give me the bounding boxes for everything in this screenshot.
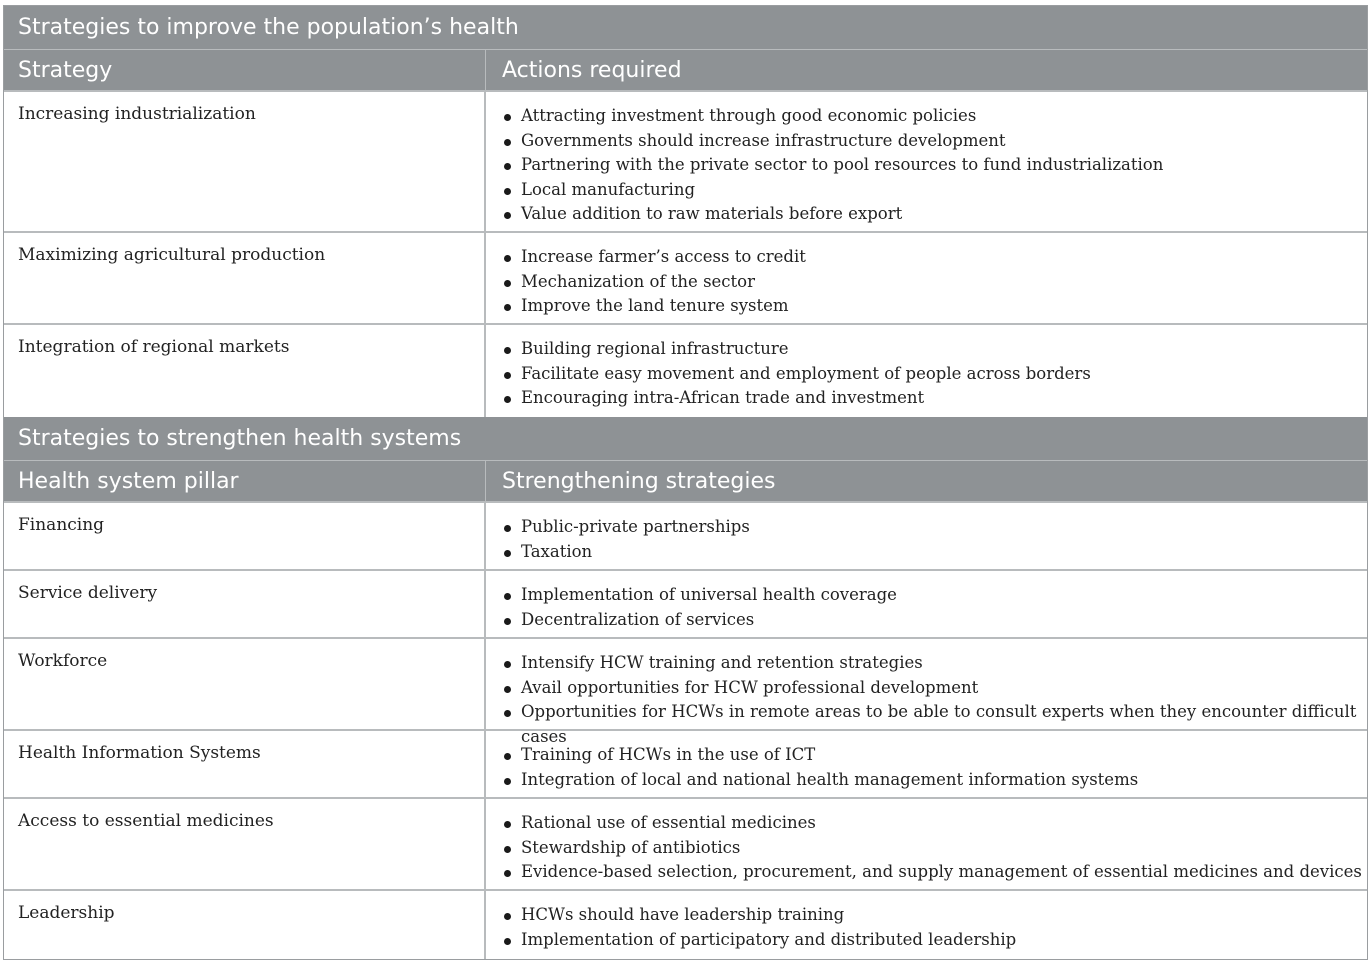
list-item: Governments should increase infrastructure development xyxy=(500,129,1367,154)
list-item: Intensify HCW training and retention strategies xyxy=(500,651,1367,676)
column-header-actions: Actions required xyxy=(502,57,682,83)
bullet-list xyxy=(500,337,1367,411)
table-row xyxy=(4,92,1367,233)
table-row xyxy=(4,891,1367,959)
list-item: Rational use of essential medicines xyxy=(500,811,1367,836)
section2-body xyxy=(4,503,1367,959)
row-label: Increasing industrialization xyxy=(4,92,486,231)
column-header-pillar: Health system pillar xyxy=(4,461,486,501)
row-label: Health Information Systems xyxy=(4,731,486,797)
bullet-list xyxy=(500,583,1367,632)
list-item: Integration of local and national health management information systems xyxy=(500,768,1367,793)
table-row xyxy=(4,325,1367,417)
list-item: Stewardship of antibiotics xyxy=(500,836,1367,861)
row-actions xyxy=(486,233,1367,323)
table-row xyxy=(4,799,1367,891)
table-row xyxy=(4,503,1367,571)
row-label: Service delivery xyxy=(4,571,486,637)
column-header-strategy: Strategy xyxy=(4,50,486,90)
row-actions xyxy=(486,799,1367,889)
list-item: Implementation of participatory and distributed leadership xyxy=(500,928,1367,953)
bullet-list xyxy=(500,811,1367,885)
row-actions xyxy=(486,325,1367,417)
row-actions xyxy=(486,503,1367,569)
bullet-list xyxy=(500,515,1367,564)
bullet-list xyxy=(500,903,1367,952)
list-item: Avail opportunities for HCW professional development xyxy=(500,676,1367,701)
bullet-list xyxy=(500,651,1367,749)
column-header-row xyxy=(4,50,1367,92)
section-title-population-health: Strategies to improve the population’s health xyxy=(4,6,1367,50)
list-item: Evidence-based selection, procurement, and supply management of essential medicines and devices xyxy=(500,860,1367,885)
bullet-list xyxy=(500,245,1367,319)
row-actions xyxy=(486,891,1367,959)
row-label: Access to essential medicines xyxy=(4,799,486,889)
bullet-list xyxy=(500,743,1367,792)
list-item: Opportunities for HCWs in remote areas to be able to consult experts when they encounter difficult cases xyxy=(500,700,1367,749)
strategies-table xyxy=(3,5,1368,960)
row-label: Workforce xyxy=(4,639,486,729)
table-row xyxy=(4,571,1367,639)
row-actions xyxy=(486,639,1367,746)
list-item: Attracting investment through good economic policies xyxy=(500,104,1367,129)
section1-body xyxy=(4,92,1367,417)
list-item: Improve the land tenure system xyxy=(500,294,1367,319)
section-title-health-systems: Strategies to strengthen health systems xyxy=(4,417,1367,461)
list-item: Building regional infrastructure xyxy=(500,337,1367,362)
bullet-list xyxy=(500,104,1367,227)
list-item: Increase farmer’s access to credit xyxy=(500,245,1367,270)
list-item: Implementation of universal health coverage xyxy=(500,583,1367,608)
list-item: Public-private partnerships xyxy=(500,515,1367,540)
column-header-strengthening: Strengthening strategies xyxy=(502,468,776,494)
row-label: Leadership xyxy=(4,891,486,959)
list-item: Encouraging intra-African trade and investment xyxy=(500,386,1367,411)
row-actions xyxy=(486,571,1367,637)
list-item: Partnering with the private sector to pool resources to fund industrialization xyxy=(500,153,1367,178)
column-header-row xyxy=(4,461,1367,503)
list-item: Training of HCWs in the use of ICT xyxy=(500,743,1367,768)
list-item: Facilitate easy movement and employment of people across borders xyxy=(500,362,1367,387)
list-item: Decentralization of services xyxy=(500,608,1367,633)
list-item: Local manufacturing xyxy=(500,178,1367,203)
table-row xyxy=(4,233,1367,325)
row-actions xyxy=(486,92,1367,231)
table-row xyxy=(4,639,1367,746)
list-item: Mechanization of the sector xyxy=(500,270,1367,295)
row-label: Maximizing agricultural production xyxy=(4,233,486,323)
row-label: Integration of regional markets xyxy=(4,325,486,417)
list-item: Taxation xyxy=(500,540,1367,565)
row-label: Financing xyxy=(4,503,486,569)
list-item: HCWs should have leadership training xyxy=(500,903,1367,928)
list-item: Value addition to raw materials before export xyxy=(500,202,1367,227)
